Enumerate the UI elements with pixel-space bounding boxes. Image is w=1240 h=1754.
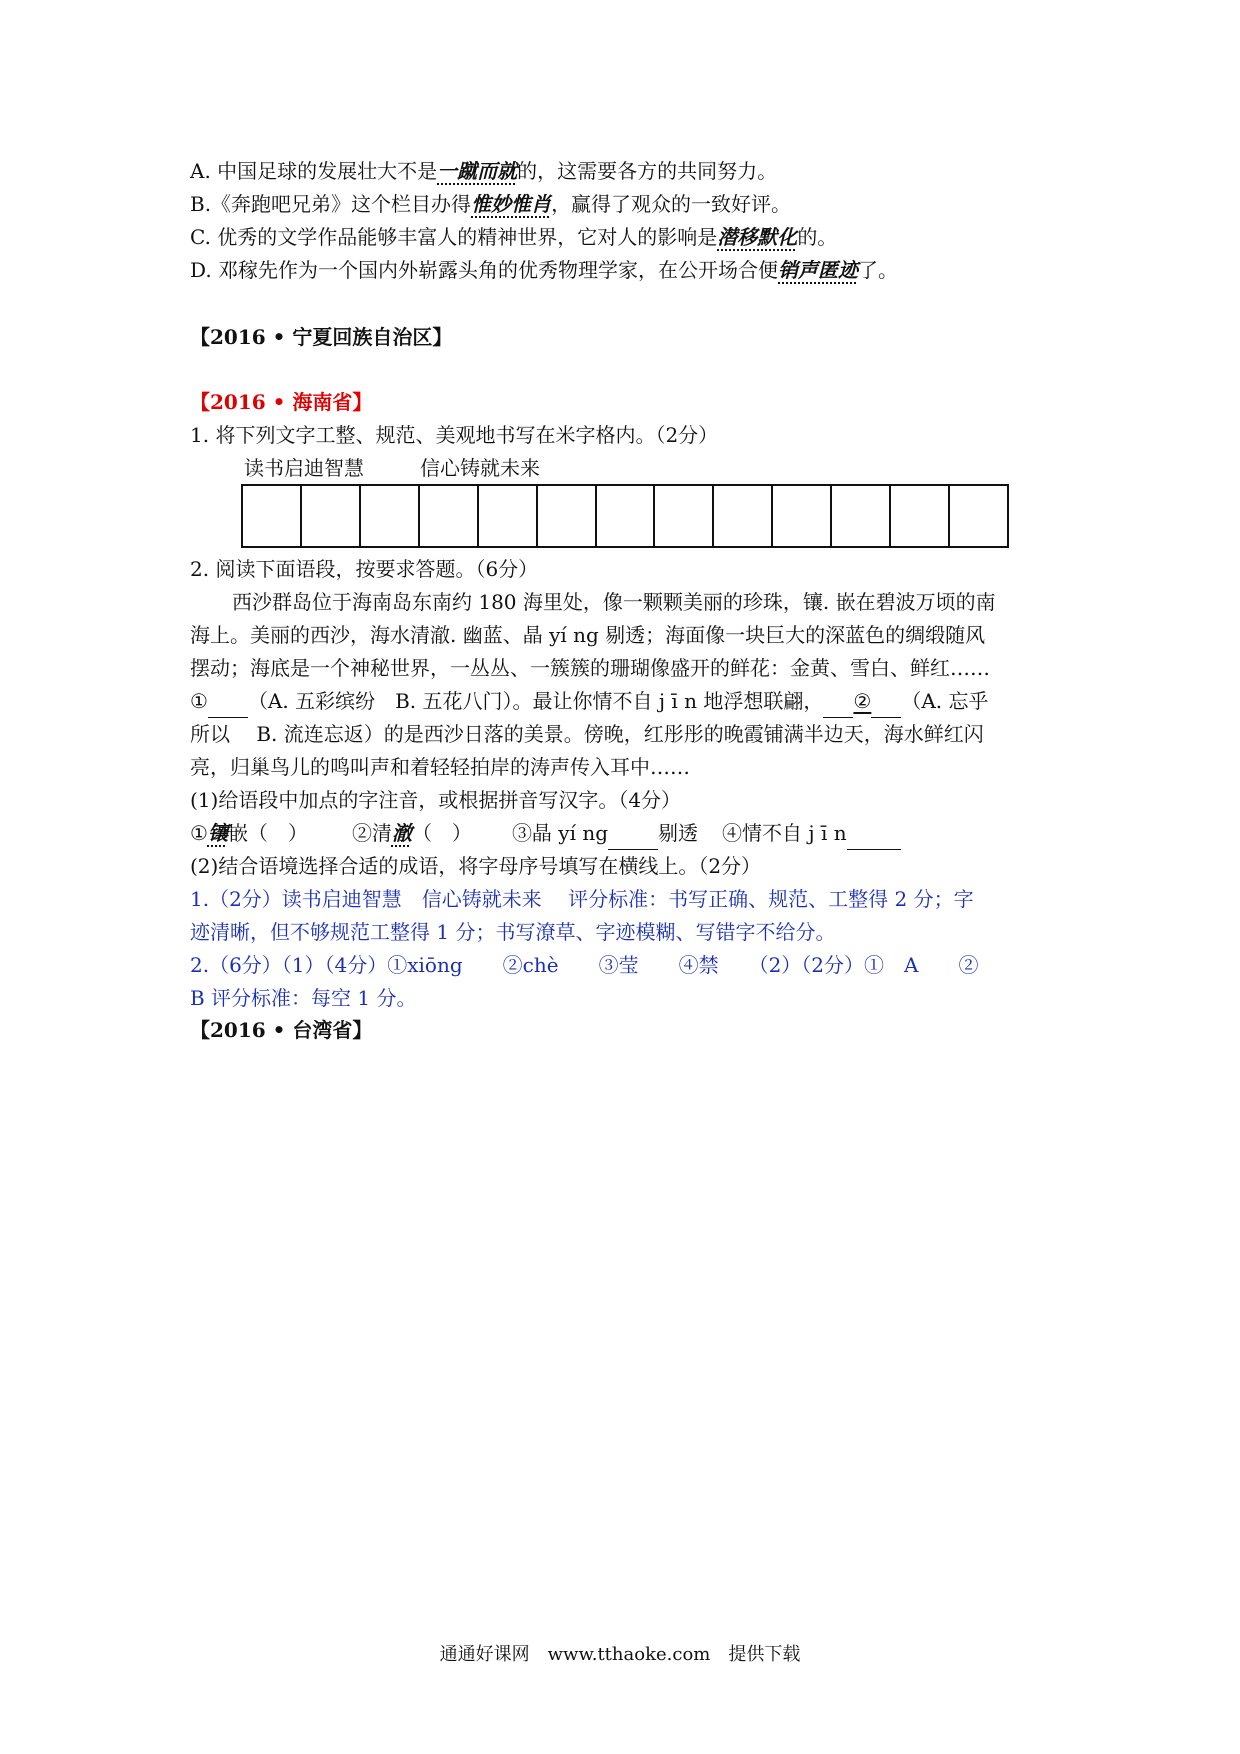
question-1-source-text	[244, 451, 1114, 485]
question-1-title: 1. 将下列文字工整、规范、美观地书写在米字格内。（2分）	[190, 423, 719, 447]
answer-blank-4[interactable]	[847, 827, 901, 850]
blank-1-label: ①	[190, 689, 208, 713]
option-b-tail: ，赢得了观众的一致好评。	[551, 192, 792, 216]
option-c	[190, 220, 1060, 254]
option-a-tail: 的，这需要各方的共同努力。	[517, 159, 778, 183]
answer-blank-2-left[interactable]	[823, 695, 853, 718]
source-text-a: 读书启迪智慧	[244, 456, 364, 480]
answer-blank-3[interactable]	[608, 827, 658, 850]
answer-blank-1[interactable]	[208, 695, 248, 718]
passage-line-4-text: （A. 五彩缤纷 B. 五花八门）。最让你情不自 j ī n 地浮想联翩，	[247, 689, 824, 713]
option-a-text: A. 中国足球的发展壮大不是	[190, 159, 438, 183]
grid-cell[interactable]	[832, 486, 891, 546]
option-d	[190, 253, 1060, 287]
grid-cell[interactable]	[655, 486, 714, 546]
answer-line-2: 迹清晰，但不够规范工整得 1 分；书写潦草、字迹模糊、写错字不给分。	[190, 920, 836, 944]
section-header-ningxia: 【2016 • 宁夏回族自治区】	[190, 325, 453, 349]
subquestion-1: (1)给语段中加点的字注音，或根据拼音写汉字。（4分）	[190, 788, 682, 812]
grid-cell[interactable]	[479, 486, 538, 546]
subquestion-1-items	[190, 816, 1060, 850]
passage-line-4-tail: （A. 忘乎	[901, 689, 989, 713]
section-header-taiwan: 【2016 • 台湾省】	[190, 1018, 373, 1042]
item-1-char: 镶	[207, 821, 228, 845]
answer-line-4: B 评分标准：每空 1 分。	[190, 986, 417, 1010]
grid-cell[interactable]	[891, 486, 950, 546]
question-2-title: 2. 阅读下面语段，按要求答题。（6分）	[190, 557, 539, 581]
grid-cell[interactable]	[538, 486, 597, 546]
passage-line-2: 海上。美丽的西沙，海水清澈. 幽蓝、晶 yí ng 剔透；海面像一块巨大的深蓝色的绸缎随风	[190, 623, 986, 647]
item-2-label: ②清	[351, 821, 392, 845]
blank-2-label: ②	[853, 689, 872, 713]
item-3-tail: 剔透	[658, 821, 699, 845]
item-1-tail: 嵌（ ）	[227, 821, 308, 845]
answer-blank-2-right[interactable]	[871, 695, 901, 718]
grid-cell[interactable]	[597, 486, 656, 546]
grid-cell[interactable]	[302, 486, 361, 546]
option-d-tail: 了。	[858, 258, 899, 282]
passage-line-5: 所以 B. 流连忘返）的是西沙日落的美景。傍晚，红彤彤的晚霞铺满半边天，海水鲜红闪	[190, 722, 984, 746]
writing-grid	[241, 484, 1009, 548]
answer-line-3: 2.（6分）（1）（4分）①xiōng ②chè ③莹 ④禁 （2）（2分）① A ②	[190, 953, 979, 977]
option-c-text: C. 优秀的文学作品能够丰富人的精神世界，它对人的影响是	[190, 225, 718, 249]
passage-line-3: 摆动；海底是一个神秘世界，一丛丛、一簇簇的珊瑚像盛开的鲜花：金黄、雪白、鲜红……	[190, 656, 990, 680]
option-b	[190, 187, 1060, 221]
grid-cell[interactable]	[950, 486, 1007, 546]
passage-line-1: 西沙群岛位于海南岛东南约 180 海里处，像一颗颗美丽的珍珠，镶. 嵌在碧波万顷的南	[232, 590, 996, 614]
item-2-char: 澈	[391, 821, 412, 845]
grid-cell[interactable]	[243, 486, 302, 546]
page-footer: 通通好课网 www.tthaoke.com 提供下载	[439, 1644, 801, 1665]
item-2-tail: （ ）	[411, 821, 472, 845]
item-3-label: ③晶 yí ng	[511, 821, 609, 845]
answer-line-1: 1.（2分）读书启迪智慧 信心铸就未来 评分标准：书写正确、规范、工整得 2 分；字	[190, 887, 974, 911]
grid-cell[interactable]	[773, 486, 832, 546]
item-4-label: ④情不自 j ī n	[722, 821, 847, 845]
item-1-label: ①	[190, 821, 208, 845]
option-c-idiom: 潜移默化	[717, 225, 798, 249]
grid-cell[interactable]	[361, 486, 420, 546]
section-header-hainan: 【2016 • 海南省】	[190, 390, 373, 414]
passage-line-4	[190, 684, 1060, 718]
grid-cell[interactable]	[420, 486, 479, 546]
option-a	[190, 154, 1060, 188]
option-a-idiom: 一蹴而就	[437, 159, 518, 183]
subquestion-2: (2)结合语境选择合适的成语，将字母序号填写在横线上。（2分）	[190, 854, 762, 878]
passage-line-6: 亮，归巢鸟儿的鸣叫声和着轻轻拍岸的涛声传入耳中……	[190, 755, 690, 779]
option-b-idiom: 惟妙惟肖	[471, 192, 552, 216]
option-b-text: B.《奔跑吧兄弟》这个栏目办得	[190, 192, 472, 216]
grid-cell[interactable]	[714, 486, 773, 546]
option-c-tail: 的。	[797, 225, 838, 249]
option-d-idiom: 销声匿迹	[778, 258, 859, 282]
option-d-text: D. 邓稼先作为一个国内外崭露头角的优秀物理学家，在公开场合便	[190, 258, 779, 282]
source-text-b: 信心铸就未来	[420, 456, 540, 480]
